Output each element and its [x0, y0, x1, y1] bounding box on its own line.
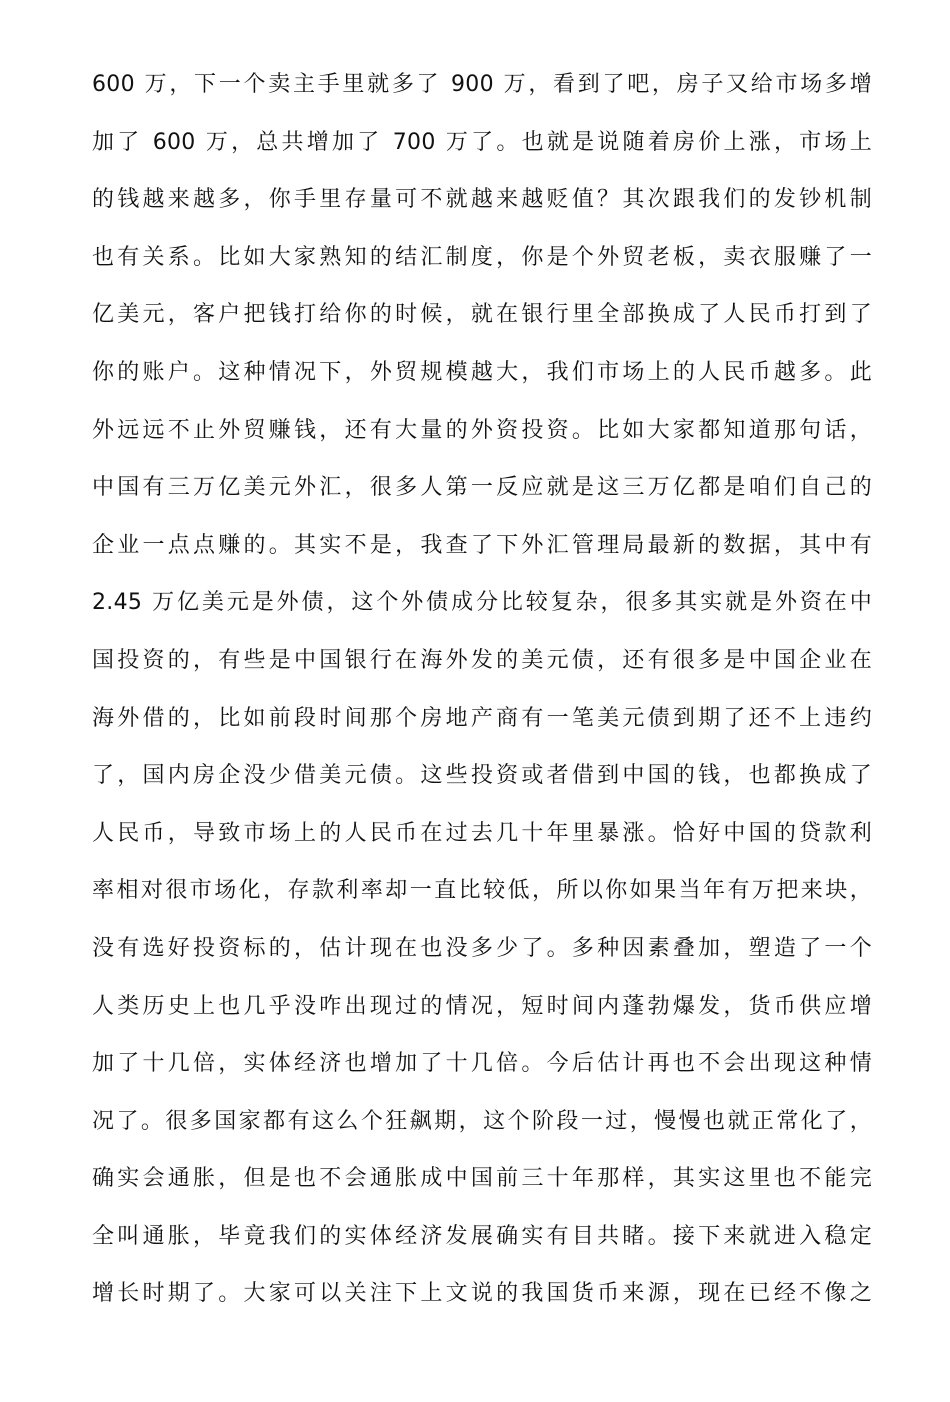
- text-line: 海外借的，比如前段时间那个房地产商有一笔美元债到期了还不上违约: [92, 705, 872, 731]
- text-line: 国投资的，有些是中国银行在海外发的美元债，还有很多是中国企业在: [92, 647, 872, 673]
- text-line: 也有关系。比如大家熟知的结汇制度，你是个外贸老板，卖衣服赚了一: [92, 244, 872, 270]
- text-line: 加了 600 万，总共增加了 700 万了。也就是说随着房价上涨，市场上: [92, 129, 872, 155]
- text-line: 外远远不止外贸赚钱，还有大量的外资投资。比如大家都知道那句话，: [92, 417, 872, 443]
- text-line: 600 万，下一个卖主手里就多了 900 万，看到了吧，房子又给市场多增: [92, 72, 872, 97]
- text-line: 率相对很市场化，存款利率却一直比较低，所以你如果当年有万把来块，: [92, 878, 872, 904]
- body-text: [92, 63, 872, 1330]
- text-line: 增长时期了。大家可以关注下上文说的我国货币来源，现在已经不像之: [92, 1281, 872, 1307]
- text-line: 人民币，导致市场上的人民币在过去几十年里暴涨。恰好中国的贷款利: [92, 820, 872, 846]
- text-line: 确实会通胀，但是也不会通胀成中国前三十年那样，其实这里也不能完: [92, 1166, 872, 1192]
- text-line: 加了十几倍，实体经济也增加了十几倍。今后估计再也不会出现这种情: [92, 1051, 872, 1077]
- text-line: 况了。很多国家都有这么个狂飙期，这个阶段一过，慢慢也就正常化了，: [92, 1108, 872, 1134]
- text-line: 企业一点点赚的。其实不是，我查了下外汇管理局最新的数据，其中有: [92, 532, 872, 558]
- text-line: 全叫通胀，毕竟我们的实体经济发展确实有目共睹。接下来就进入稳定: [92, 1223, 872, 1249]
- text-line: 了，国内房企没少借美元债。这些投资或者借到中国的钱，也都换成了: [92, 763, 872, 789]
- text-line: 的钱越来越多，你手里存量可不就越来越贬值？其次跟我们的发钞机制: [92, 187, 872, 213]
- text-line: 2.45 万亿美元是外债，这个外债成分比较复杂，很多其实就是外资在中: [92, 590, 872, 616]
- text-line: 你的账户。这种情况下，外贸规模越大，我们市场上的人民币越多。此: [92, 359, 872, 385]
- text-line: 人类历史上也几乎没咋出现过的情况，短时间内蓬勃爆发，货币供应增: [92, 993, 872, 1019]
- text-line: 没有选好投资标的，估计现在也没多少了。多种因素叠加，塑造了一个: [92, 935, 872, 961]
- text-line: 中国有三万亿美元外汇，很多人第一反应就是这三万亿都是咱们自己的: [92, 475, 872, 501]
- text-line: 亿美元，客户把钱打给你的时候，就在银行里全部换成了人民币打到了: [92, 302, 872, 328]
